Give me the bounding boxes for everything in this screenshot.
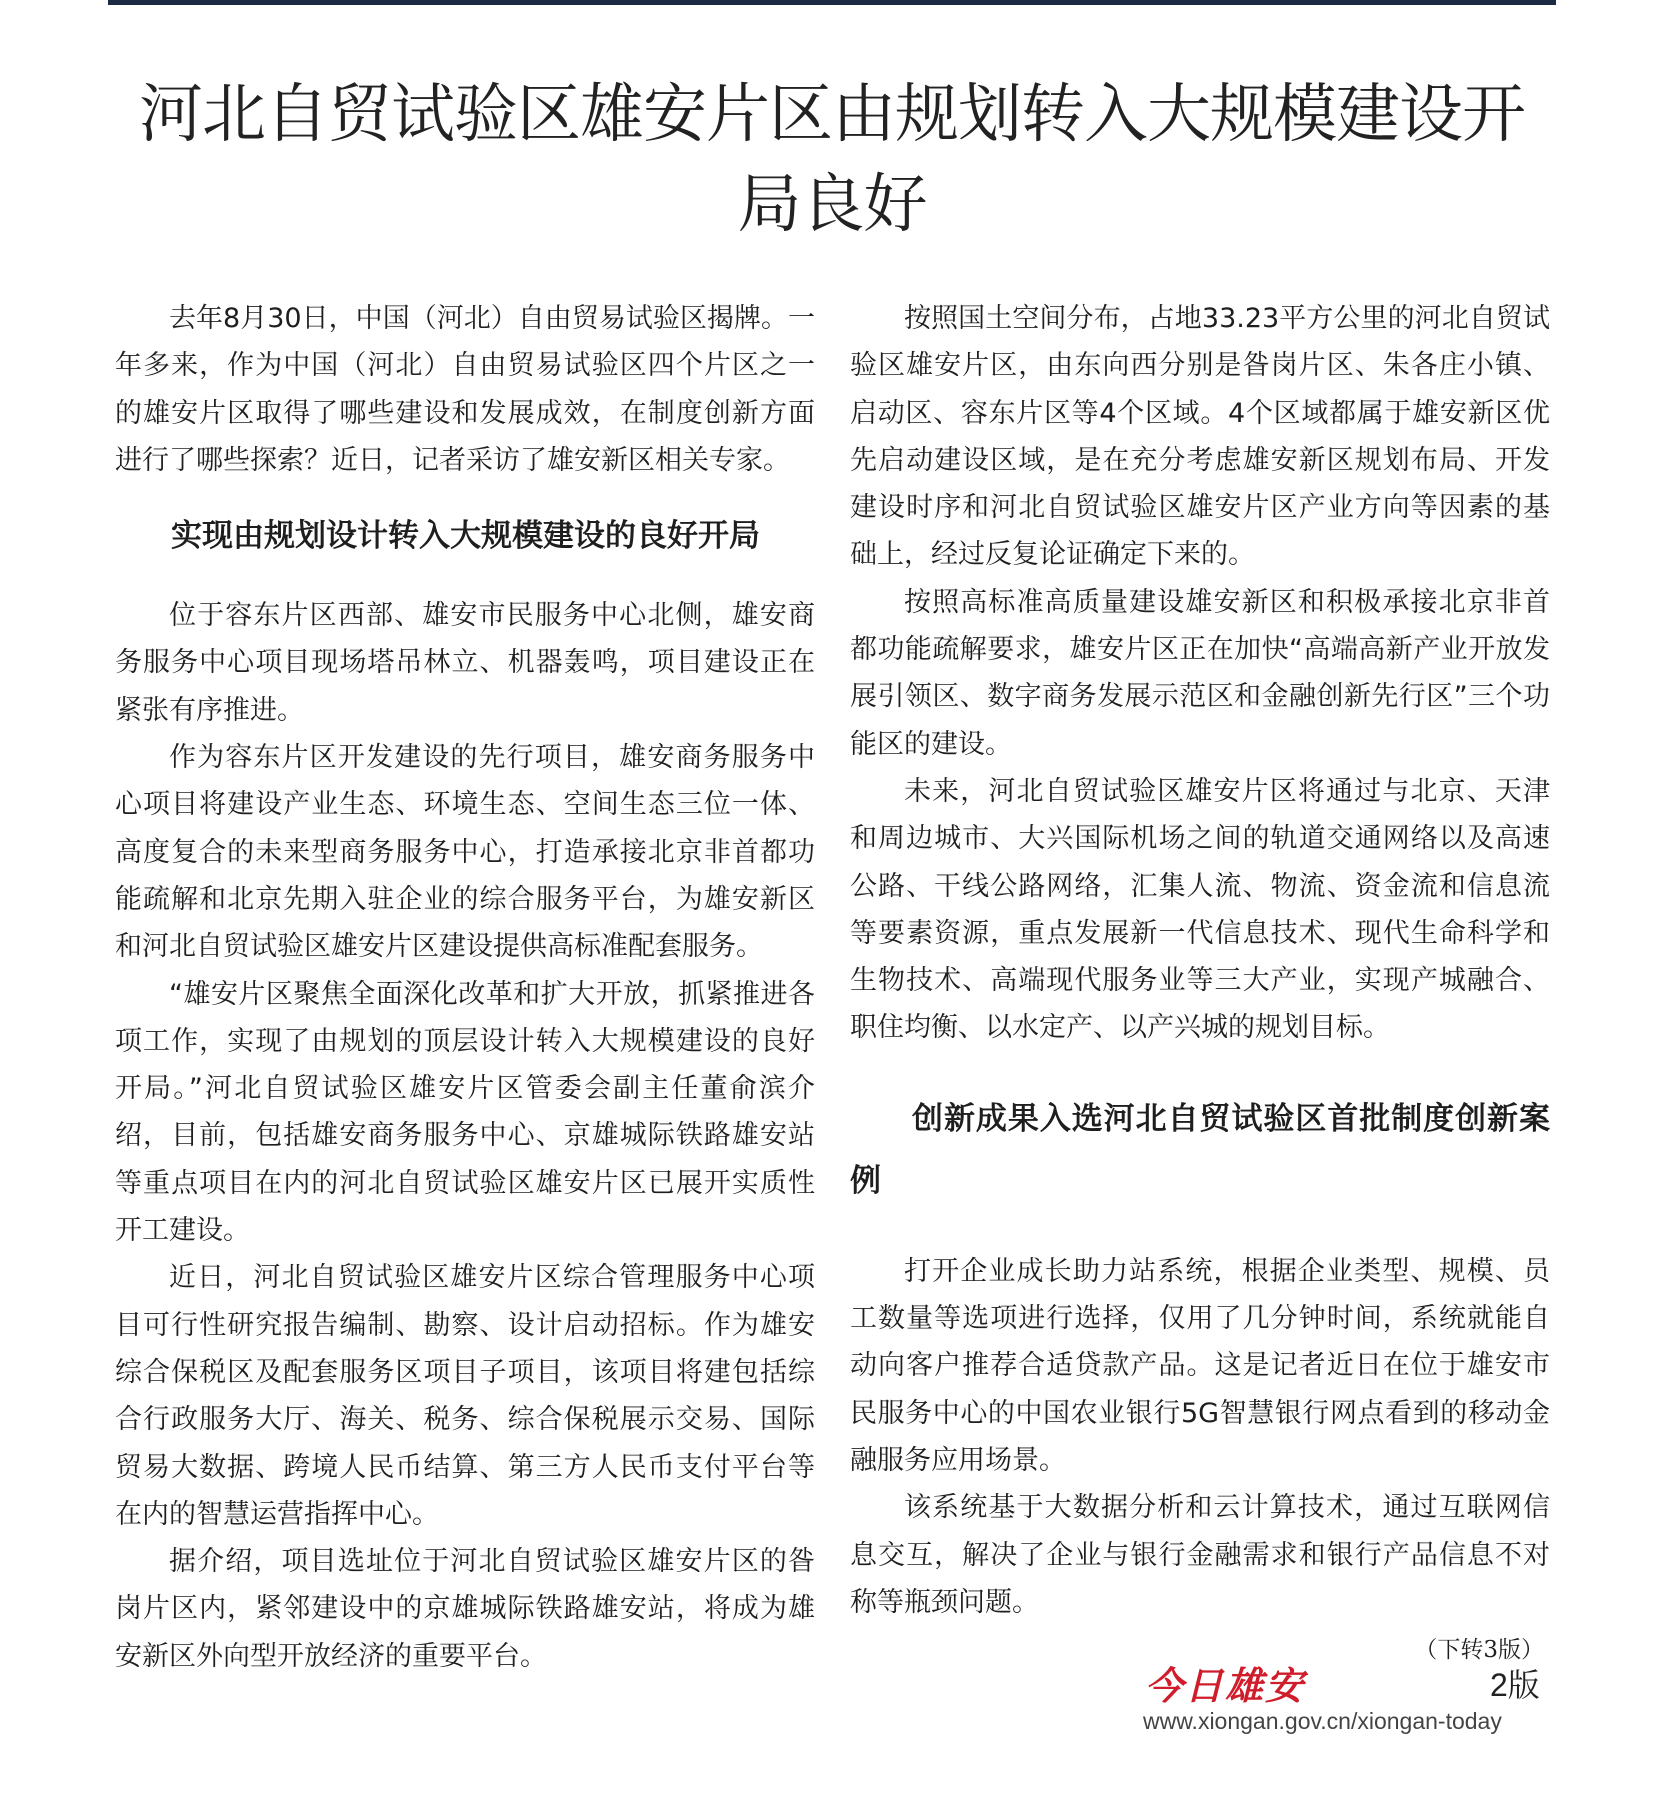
body-paragraph: 该系统基于大数据分析和云计算技术，通过互联网信息交互，解决了企业与银行金融需求和银行产品信息不对称等瓶颈问题。 [850, 1492, 1550, 1618]
section-subhead-2: 创新成果入选河北自贸试验区首批制度创新案例 [850, 1100, 1550, 1199]
top-rule [108, 0, 1556, 5]
body-paragraph: “雄安片区聚焦全面深化改革和扩大开放，抓紧推进各项工作，实现了由规划的顶层设计转入大规模建设的良好开局。”河北自贸试验区雄安片区管委会副主任董俞滨介绍，目前，包括雄安商务服务中心、京雄城际铁路雄安站等重点项目在内的河北自贸试验区雄安片区已展开实质性开工建设。 [115, 978, 815, 1247]
body-paragraph: 按照高标准高质量建设雄安新区和积极承接北京非首都功能疏解要求，雄安片区正在加快“高端高新产业开放发展引领区、数字商务发展示范区和金融创新先行区”三个功能区的建设。 [850, 586, 1550, 760]
edition-number: 2版 [1490, 1667, 1540, 1703]
page-title: 河北自贸试验区雄安片区由规划转入大规模建设开局良好 [139, 78, 1525, 242]
continued-note: （下转3版） [1414, 1637, 1544, 1664]
intro-paragraph: 去年8月30日，中国（河北）自由贸易试验区揭牌。一年多来，作为中国（河北）自由贸易试验区四个片区之一的雄安片区取得了哪些建设和发展成效，在制度创新方面进行了哪些探索？近日，记者采访了雄安新区相关专家。 [115, 303, 815, 476]
section-subhead-1: 实现由规划设计转入大规模建设的良好开局 [171, 518, 760, 555]
body-paragraph: 据介绍，项目选址位于河北自贸试验区雄安片区的昝岗片区内，紧邻建设中的京雄城际铁路雄安站，将成为雄安新区外向型开放经济的重要平台。 [115, 1546, 815, 1672]
body-paragraph: 打开企业成长助力站系统，根据企业类型、规模、员工数量等选项进行选择，仅用了几分钟时间，系统就能自动向客户推荐合适贷款产品。这是记者近日在位于雄安市民服务中心的中国农业银行5G智慧银行网点看到的移动金融服务应用场景。 [850, 1255, 1550, 1476]
body-paragraph: 近日，河北自贸试验区雄安片区综合管理服务中心项目可行性研究报告编制、勘察、设计启动招标。作为雄安综合保税区及配套服务区项目子项目，该项目将建包括综合行政服务大厅、海关、税务、综合保税展示交易、国际贸易大数据、跨境人民币结算、第三方人民币支付平台等在内的智慧运营指挥中心。 [115, 1262, 815, 1530]
body-paragraph: 位于容东片区西部、雄安市民服务中心北侧，雄安商务服务中心项目现场塔吊林立、机器轰鸣，项目建设正在紧张有序推进。 [115, 600, 815, 726]
body-paragraph: 未来，河北自贸试验区雄安片区将通过与北京、天津和周边城市、大兴国际机场之间的轨道交通网络以及高速公路、干线公路网络，汇集人流、物流、资金流和信息流等要素资源，重点发展新一代信息技术、现代生命科学和生物技术、高端现代服务业等三大产业，实现产城融合、职住均衡、以水定产、以产兴城的规划目标。 [850, 775, 1550, 1044]
right-column [850, 295, 1550, 1670]
website-url: www.xiongan.gov.cn/xiongan-today [1143, 1708, 1502, 1734]
body-paragraph: 作为容东片区开发建设的先行项目，雄安商务服务中心项目将建设产业生态、环境生态、空间生态三位一体、高度复合的未来型商务服务中心，打造承接北京非首都功能疏解和北京先期入驻企业的综合服务平台，为雄安新区和河北自贸试验区雄安片区建设提供高标准配套服务。 [115, 742, 815, 963]
body-paragraph: 按照国土空间分布，占地33.23平方公里的河北自贸试验区雄安片区，由东向西分别是昝岗片区、朱各庄小镇、启动区、容东片区等4个区域。4个区域都属于雄安新区优先启动建设区域，是在充分考虑雄安新区规划布局、开发建设时序和河北自贸试验区雄安片区产业方向等因素的基础上，经过反复论证确定下来的。 [850, 303, 1550, 571]
left-column [115, 295, 815, 1680]
brand-logo: 今日雄安 [1145, 1663, 1306, 1708]
